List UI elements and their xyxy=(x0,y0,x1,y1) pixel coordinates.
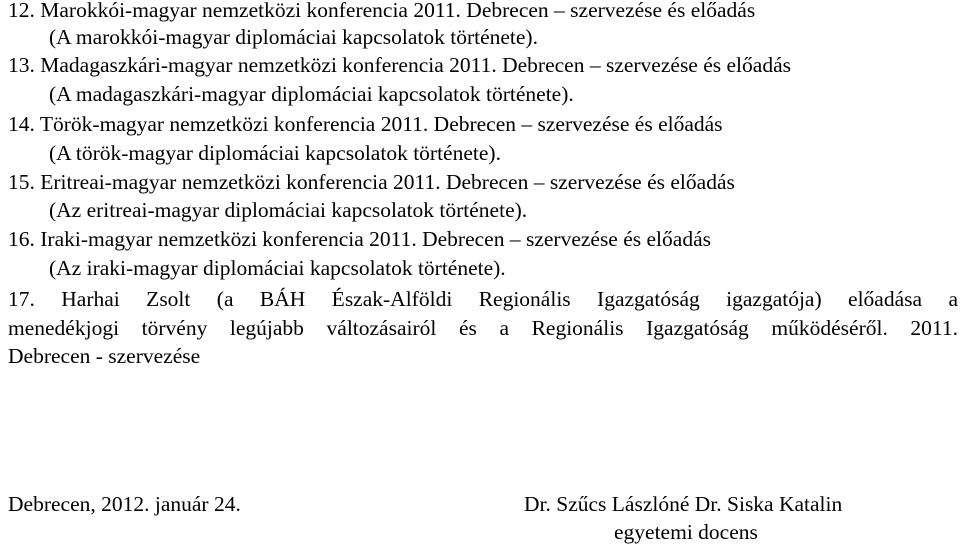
item-15-line-2: (Az eritreai-magyar diplomáciai kapcsolatok története). xyxy=(49,198,528,222)
item-14-line-1: 14. Török-magyar nemzetközi konferencia 2011. Debrecen – szervezése és előadás xyxy=(8,112,723,136)
item-13-line-2: (A madagaszkári-magyar diplomáciai kapcsolatok története). xyxy=(49,82,574,106)
signatory-title: egyetemi docens xyxy=(614,520,758,544)
item-17-line-1: 17. Harhai Zsolt (a BÁH Észak-Alföldi Regionális Igazgatóság igazgatója) előadása a xyxy=(8,287,958,311)
item-13-line-1: 13. Madagaszkári-magyar nemzetközi konferencia 2011. Debrecen – szervezése és előadás xyxy=(8,53,791,77)
item-12-line-1: 12. Marokkói-magyar nemzetközi konferencia 2011. Debrecen – szervezése és előadás xyxy=(8,0,756,22)
item-16-line-1: 16. Iraki-magyar nemzetközi konferencia 2011. Debrecen – szervezése és előadás xyxy=(8,227,711,251)
item-14-line-2: (A török-magyar diplomáciai kapcsolatok története). xyxy=(49,141,501,165)
place-date: Debrecen, 2012. január 24. xyxy=(8,492,241,516)
item-17-line-2: menedékjogi törvény legújabb változásairól és a Regionális Igazgatóság működéséről. 2011. xyxy=(8,316,958,340)
item-16-line-2: (Az iraki-magyar diplomáciai kapcsolatok története). xyxy=(49,256,506,280)
item-15-line-1: 15. Eritreai-magyar nemzetközi konferencia 2011. Debrecen – szervezése és előadás xyxy=(8,170,735,194)
signatory-name: Dr. Szűcs Lászlóné Dr. Siska Katalin xyxy=(524,492,843,516)
item-12-line-2: (A marokkói-magyar diplomáciai kapcsolatok története). xyxy=(49,25,538,49)
item-17-line-3: Debrecen - szervezése xyxy=(8,344,201,368)
